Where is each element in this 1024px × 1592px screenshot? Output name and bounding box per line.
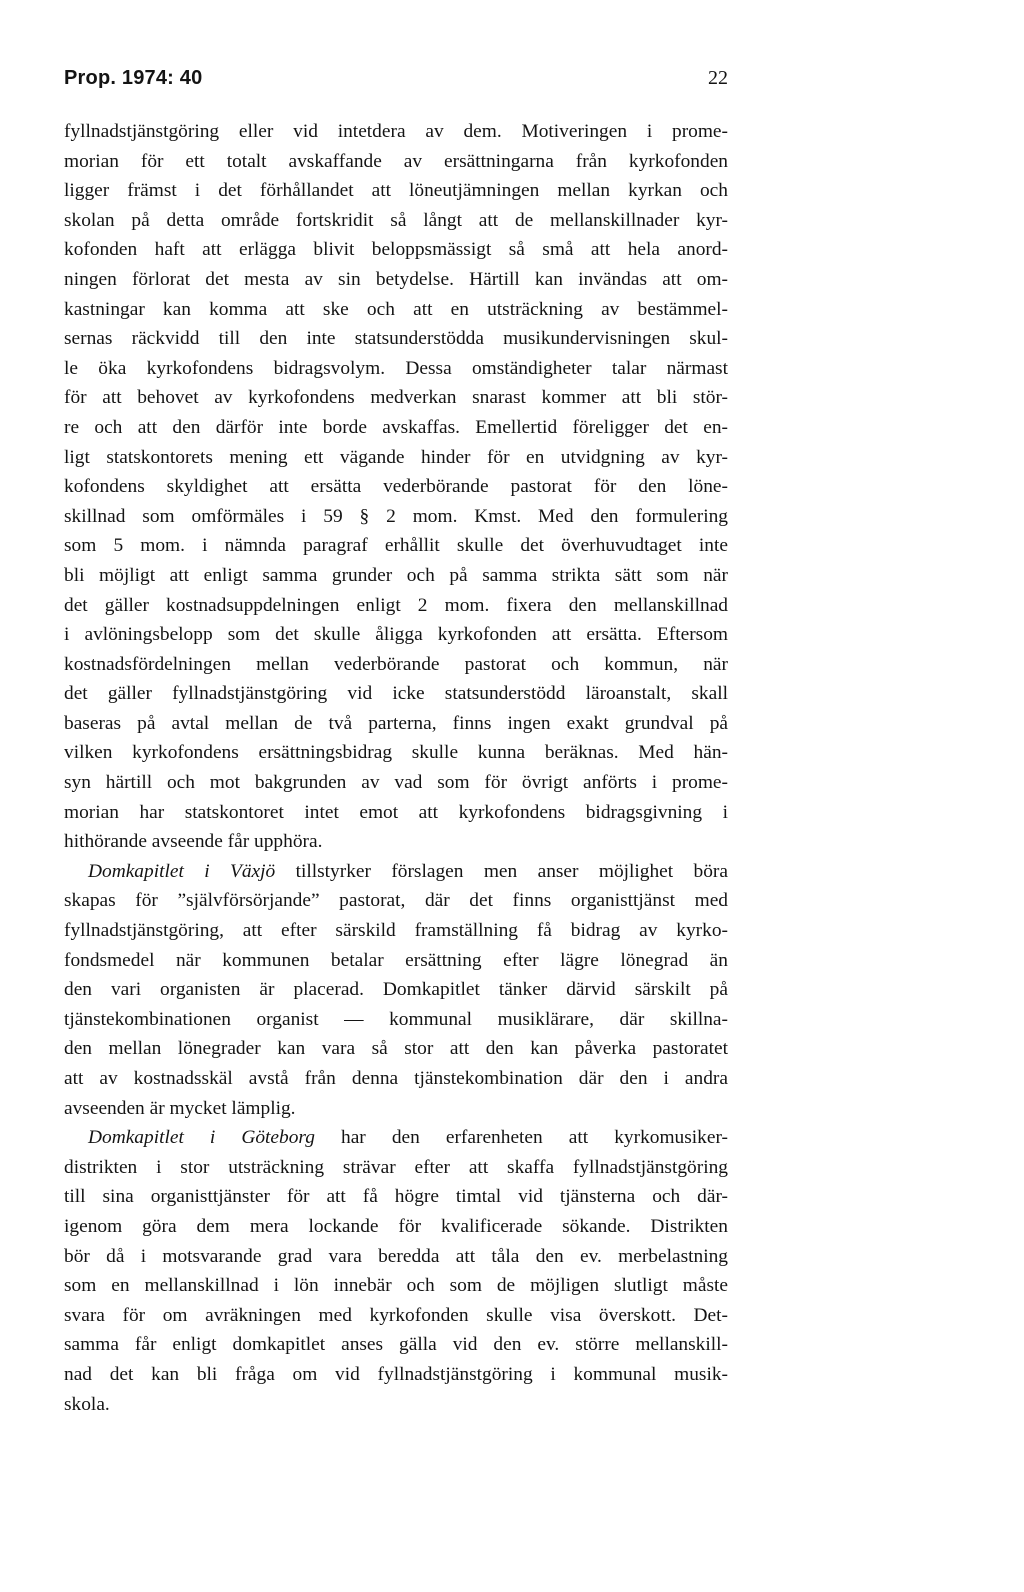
text-line: morian har statskontoret intet emot att kyrkofondens bidragsgivning i [64,801,728,823]
text-line: re och att den därför inte borde avskaffas. Emellertid föreligger det en- [64,416,728,438]
text-line: som en mellanskillnad i lön innebär och som de möjligen slutligt måste [64,1275,728,1297]
paragraph-domkapitlet-vaxjo [64,857,728,1123]
paragraph-domkapitlet-goteborg [64,1123,728,1419]
text-line: det gäller fyllnadstjänstgöring vid icke statsunderstödd läroanstalt, skall [64,683,728,705]
text-line: det gäller kostnadsuppdelningen enligt 2 mom. fixera den mellanskillnad [64,594,728,616]
text-line: skapas för ”självförsörjande” pastorat, där det finns organisttjänst med [64,890,728,912]
text-line: att av kostnadsskäl avstå från denna tjänstekombination där den i andra [64,1068,728,1089]
body-text [64,117,728,1419]
text-line: morian för ett totalt avskaffande av ersättningarna från kyrkofonden [64,150,728,172]
document-reference: Prop. 1974: 40 [64,67,203,89]
text-line: svara för om avräkningen med kyrkofonden skulle visa överskott. Det- [64,1304,728,1326]
text-line: baseras på avtal mellan de två parterna, finns ingen exakt grundval på [64,712,728,734]
text-fragment: tillstyrker förslagen men anser möjlighet böra [275,860,728,882]
text-line: kostnadsfördelningen mellan vederbörande pastorat och kommun, när [64,653,728,675]
text-line: hithörande avseende får upphöra. [64,831,323,853]
text-line: kofondens skyldighet att ersätta vederbörande pastorat för den löne- [64,476,728,498]
text-line: syn härtill och mot bakgrunden av vad som för övrigt anförts i prome- [64,772,728,794]
text-line: nad det kan bli fråga om vid fyllnadstjänstgöring i kommunal musik- [64,1363,728,1385]
text-line: fondsmedel när kommunen betalar ersättning efter lägre lönegrad än [64,949,728,971]
text-line: för att behovet av kyrkofondens medverkan snarast kommer att bli stör- [64,387,728,409]
speaker-name: Domkapitlet i Växjö [88,860,276,882]
text-line: skillnad som omförmäles i 59 § 2 mom. Kmst. Med den formulering [64,505,728,527]
speaker-name: Domkapitlet i Göteborg [88,1127,315,1149]
text-line: skola. [64,1393,110,1415]
text-line: samma får enligt domkapitlet anses gälla vid den ev. större mellanskill- [64,1334,728,1356]
text-line: le öka kyrkofondens bidragsvolym. Dessa omständigheter talar närmast [64,357,728,379]
paragraph-statskontoret [64,117,728,857]
text-line: distrikten i stor utsträckning strävar efter att skaffa fyllnadstjänstgöring [64,1156,728,1178]
text-line: igenom göra dem mera lockande för kvalificerade sökande. Distrikten [64,1215,728,1237]
text-line: kofonden haft att erlägga blivit beloppsmässigt så små att hela anord- [64,239,728,261]
text-line: tjänstekombinationen organist — kommunal musiklärare, där skillna- [64,1008,728,1030]
text-line: ligger främst i det förhållandet att löneutjämningen mellan kyrkan och [64,180,728,202]
text-line [64,857,728,887]
text-line: den vari organisten är placerad. Domkapitlet tänker därvid särskilt på [64,979,728,1001]
text-line [64,1123,728,1153]
text-line: ningen förlorat det mesta av sin betydelse. Härtill kan invändas att om- [64,268,728,290]
text-line: skolan på detta område fortskridit så långt att de mellanskillnader kyr- [64,209,728,231]
text-line: bör då i motsvarande grad vara beredda att tåla den ev. merbelastning [64,1245,728,1267]
text-line: ligt statskontorets mening ett vägande hinder för en utvidgning av kyr- [64,446,728,468]
text-line: i avlöningsbelopp som det skulle åligga kyrkofonden att ersätta. Eftersom [64,624,728,646]
text-line: den mellan lönegrader kan vara så stor att den kan påverka pastoratet [64,1038,728,1060]
page-header [64,62,728,94]
text-line: fyllnadstjänstgöring eller vid intetdera av dem. Motiveringen i prome- [64,121,728,142]
text-line: fyllnadstjänstgöring, att efter särskild framställning få bidrag av kyrko- [64,920,728,942]
text-line: sernas räckvidd till den inte statsunderstödda musikundervisningen skul- [64,328,728,350]
text-line: som 5 mom. i nämnda paragraf erhållit skulle det överhuvudtaget inte [64,535,728,557]
text-line: bli möjligt att enligt samma grunder och på samma strikta sätt som när [64,564,728,586]
text-fragment: har den erfarenheten att kyrkomusiker- [314,1127,728,1149]
text-line: avseenden är mycket lämplig. [64,1097,296,1119]
page-number: 22 [708,67,728,89]
text-line: till sina organisttjänster för att få högre timtal vid tjänsterna och där- [64,1186,728,1208]
text-line: vilken kyrkofondens ersättningsbidrag skulle kunna beräknas. Med hän- [64,742,728,764]
text-line: kastningar kan komma att ske och att en utsträckning av bestämmel- [64,298,728,320]
